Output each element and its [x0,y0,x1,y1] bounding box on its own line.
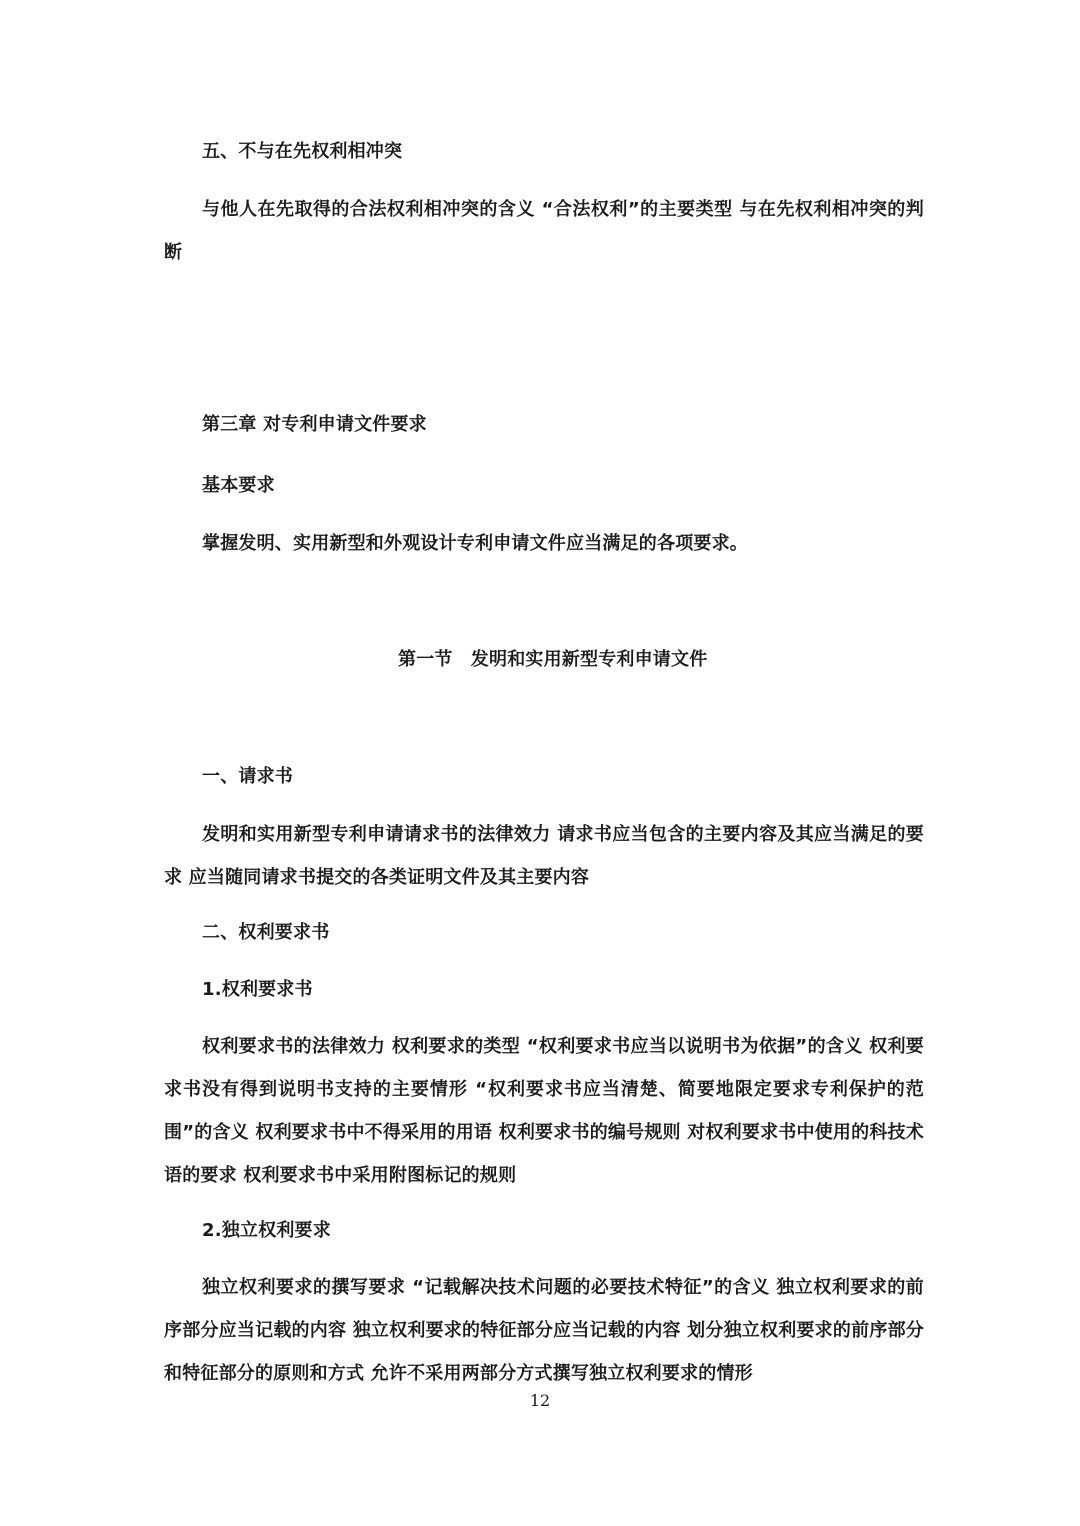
part-1-body: 发明和实用新型专利申请请求书的法律效力 请求书应当包含的主要内容及其应当满足的要求 应当随同请求书提交的各类证明文件及其主要内容 [164,824,924,888]
section-1-title: 第一节 发明和实用新型专利申请文件 [398,649,708,670]
part-2-heading: 二、权利要求书 [202,922,330,943]
basic-requirements-heading: 基本要求 [202,475,275,496]
sub-2-body: 独立权利要求的撰写要求 “记载解决技术问题的必要技术特征”的含义 独立权利要求的前序部分应当记载的内容 独立权利要求的特征部分应当记载的内容 划分独立权利要求的前序部分和特征部分的原则和方式 允许不采用两部分方式撰写独立权利要求的情形 [164,1277,924,1384]
section-5-body: 与他人在先取得的合法权利相冲突的含义 “合法权利”的主要类型 与在先权利相冲突的判断 [164,199,924,263]
section-5-heading: 五、不与在先权利相冲突 [202,141,403,162]
page-number: 12 [529,1391,551,1410]
sub-2-heading: 2.独立权利要求 [202,1220,331,1241]
basic-requirements-body: 掌握发明、实用新型和外观设计专利申请文件应当满足的各项要求。 [202,533,748,554]
sub-1-body: 权利要求书的法律效力 权利要求的类型 “权利要求书应当以说明书为依据”的含义 权利要求书没有得到说明书支持的主要情形 “权利要求书应当清楚、简要地限定要求专利保护的范围”的含义 权利要求书中不得采用的用语 权利要求书的编号规则 对权利要求书中使用的科技术语的要求 权利要求书中采用附图标记的规则 [164,1036,924,1186]
sub-1-heading: 1.权利要求书 [202,979,313,1000]
part-1-heading: 一、请求书 [202,766,293,787]
chapter-title: 第三章 对专利申请文件要求 [202,414,427,435]
